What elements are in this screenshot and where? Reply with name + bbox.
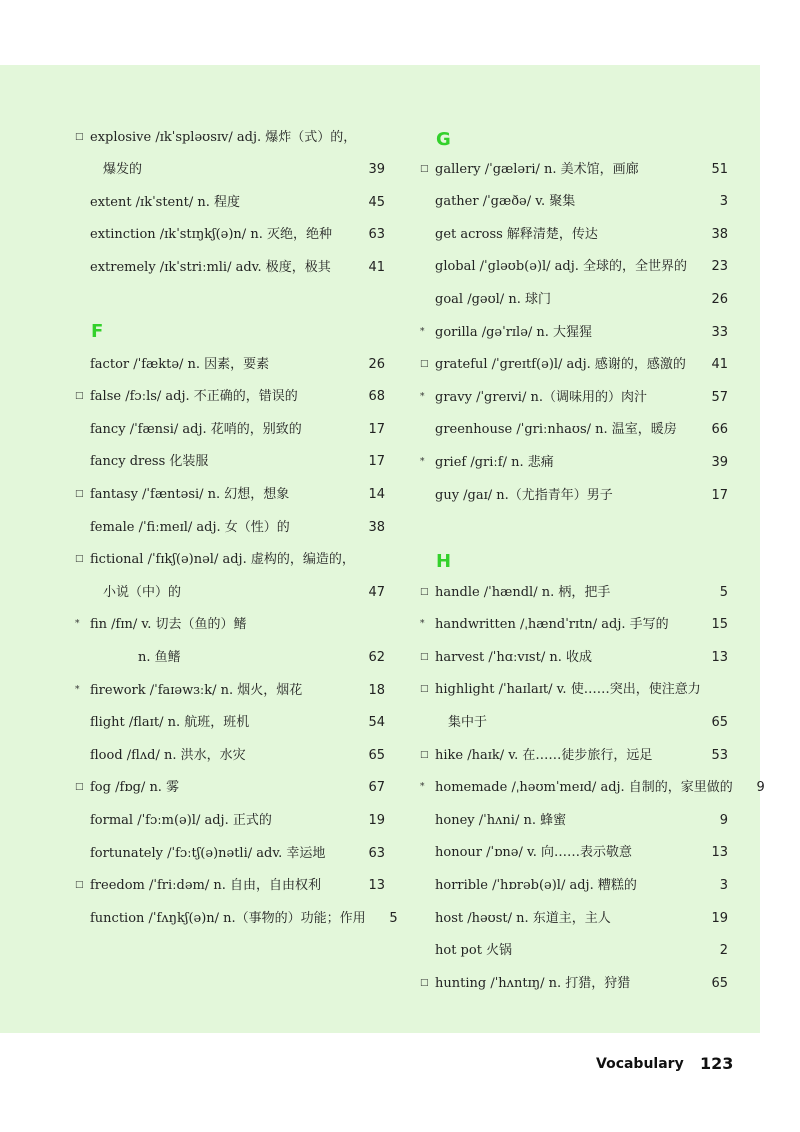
checkbox-icon: □ [75, 880, 84, 891]
vocab-page-number: 9 [719, 812, 728, 828]
vocab-term: greenhouse /ˈgriːnhaʊs/ n. 温室，暖房 [435, 422, 677, 438]
vocab-entry [420, 381, 728, 413]
vocab-page-number: 65 [711, 714, 728, 730]
vocab-term: gravy /ˈgreɪvi/ n.（调味用的）肉汁 [435, 389, 647, 405]
vocab-page-number: 3 [719, 877, 728, 893]
vocab-entry [75, 739, 385, 771]
vocab-term: global /ˈgləʊb(ə)l/ adj. 全球的，全世界的 [435, 259, 688, 275]
vocab-term: 爆发的 [103, 162, 143, 178]
vocab-entry [75, 478, 385, 510]
vocab-term: fictional /ˈfɪkʃ(ə)nəl/ adj. 虚构的，编造的， [90, 552, 355, 568]
vocab-entry [75, 219, 385, 251]
vocab-term: goal /gəʊl/ n. 球门 [435, 291, 551, 307]
checkbox-icon: □ [420, 749, 429, 760]
vocab-entry [420, 446, 728, 478]
vocab-entry [420, 869, 728, 901]
vocab-entry [75, 902, 398, 934]
vocab-entry [75, 511, 385, 543]
vocab-page-number: 13 [711, 649, 728, 665]
vocab-term: freedom /ˈfriːdəm/ n. 自由，自由权利 [90, 878, 322, 894]
asterisk-icon: * [420, 326, 425, 337]
vocab-term: function /ˈfʌŋkʃ(ə)n/ n.（事物的）功能；作用 [90, 910, 366, 926]
vocab-term: horrible /ˈhɒrəb(ə)l/ adj. 糟糕的 [435, 877, 637, 893]
vocab-page-number: 26 [711, 291, 728, 307]
vocab-page-number: 38 [368, 519, 385, 535]
vocab-term: hunting /ˈhʌntɪŋ/ n. 打猎，狩猎 [435, 975, 631, 991]
footer-section-label: Vocabulary [596, 1056, 684, 1072]
vocab-entry [75, 870, 385, 902]
vocab-term: firework /ˈfaɪəwɜːk/ n. 烟火，烟花 [90, 682, 303, 698]
vocab-page-number: 26 [368, 356, 385, 372]
vocab-entry [420, 902, 728, 934]
vocab-page-number: 33 [711, 324, 728, 340]
vocab-entry [420, 967, 728, 999]
vocab-entry [75, 186, 385, 218]
vocab-entry [75, 381, 385, 413]
vocab-entry [420, 772, 765, 804]
vocab-entry [75, 609, 385, 641]
checkbox-icon: □ [75, 554, 84, 565]
vocab-page-number: 3 [719, 194, 728, 210]
asterisk-icon: * [420, 782, 425, 793]
vocab-entry [420, 316, 728, 348]
vocab-term: get across 解释清楚，传达 [435, 226, 598, 242]
vocab-entry [420, 576, 728, 608]
vocab-term: grateful /ˈgreɪtf(ə)l/ adj. 感谢的，感激的 [435, 357, 686, 373]
section-heading-f: F [91, 321, 104, 342]
vocab-entry [75, 413, 385, 445]
vocab-term: fancy dress 化装服 [90, 454, 209, 470]
vocab-entry [75, 154, 385, 186]
section-heading-g: G [436, 129, 451, 150]
vocab-page-number: 18 [368, 682, 385, 698]
vocab-page-number: 5 [389, 910, 398, 926]
vocab-page-number: 53 [711, 747, 728, 763]
vocab-term: factor /ˈfæktə/ n. 因素，要素 [90, 356, 270, 372]
vocab-term: n. 鱼鳍 [138, 649, 181, 665]
vocab-page-number: 9 [756, 780, 765, 796]
asterisk-icon: * [420, 456, 425, 467]
asterisk-icon: * [420, 619, 425, 630]
vocab-page-number: 63 [368, 845, 385, 861]
asterisk-icon: * [75, 684, 80, 695]
vocab-entry [420, 641, 728, 673]
vocab-page-number: 15 [711, 617, 728, 633]
vocab-term: honey /ˈhʌni/ n. 蜂蜜 [435, 812, 567, 828]
vocab-page-number: 13 [368, 878, 385, 894]
checkbox-icon: □ [420, 163, 429, 174]
vocab-term: flight /flaɪt/ n. 航班，班机 [90, 715, 250, 731]
vocab-term: hot pot 火锅 [435, 943, 513, 959]
vocab-entry [420, 804, 728, 836]
checkbox-icon: □ [75, 488, 84, 499]
vocab-page-number: 57 [711, 389, 728, 405]
vocab-page-number: 5 [719, 584, 728, 600]
vocab-page-number: 17 [368, 421, 385, 437]
vocab-term: homemade /ˌhəʊmˈmeɪd/ adj. 自制的，家里做的 [435, 780, 733, 796]
vocab-page-number: 41 [711, 357, 728, 373]
vocab-term: 小说（中）的 [103, 584, 182, 600]
vocab-term: fin /fɪn/ v. 切去（鱼的）鳍 [90, 617, 247, 633]
vocab-page-number: 51 [711, 161, 728, 177]
vocab-term: hike /haɪk/ v. 在……徒步旅行，远足 [435, 747, 653, 763]
vocab-term: fortunately /ˈfɔːtʃ(ə)nətli/ adv. 幸运地 [90, 845, 326, 861]
vocab-entry [420, 837, 728, 869]
vocab-page-number: 63 [368, 227, 385, 243]
vocab-term: 集中于 [448, 714, 488, 730]
vocab-entry [420, 414, 728, 446]
vocab-entry [420, 251, 728, 283]
vocab-term: extremely /ɪkˈstriːmli/ adv. 极度，极其 [90, 259, 331, 275]
asterisk-icon: * [75, 619, 80, 630]
vocab-term: handle /ˈhændl/ n. 柄，把手 [435, 584, 611, 600]
section-heading-h: H [436, 551, 452, 572]
vocab-entry [420, 674, 728, 706]
vocab-entry [420, 218, 728, 250]
vocab-entry [75, 576, 385, 608]
vocab-term: honour /ˈɒnə/ v. 向……表示敬意 [435, 845, 633, 861]
vocab-page-number: 14 [368, 486, 385, 502]
checkbox-icon: □ [420, 977, 429, 988]
vocab-entry [75, 348, 385, 380]
vocab-page-number: 68 [368, 389, 385, 405]
vocab-page-number: 67 [368, 780, 385, 796]
vocab-entry [420, 153, 728, 185]
vocab-term: fantasy /ˈfæntəsi/ n. 幻想，想象 [90, 486, 290, 502]
vocab-page-number: 47 [368, 584, 385, 600]
vocab-entry [75, 837, 385, 869]
checkbox-icon: □ [420, 586, 429, 597]
vocab-term: female /ˈfiːmeɪl/ adj. 女（性）的 [90, 519, 290, 535]
vocab-entry [75, 641, 385, 673]
vocab-entry [420, 706, 728, 738]
vocab-page-number: 66 [711, 422, 728, 438]
vocab-page-number: 41 [368, 259, 385, 275]
checkbox-icon: □ [75, 131, 84, 142]
vocab-page-number: 17 [711, 487, 728, 503]
vocab-entry [75, 707, 385, 739]
checkbox-icon: □ [75, 391, 84, 402]
vocab-term: gather /ˈgæðə/ v. 聚集 [435, 194, 576, 210]
vocab-page-number: 19 [711, 910, 728, 926]
vocab-term: formal /ˈfɔːm(ə)l/ adj. 正式的 [90, 812, 272, 828]
vocab-term: grief /griːf/ n. 悲痛 [435, 454, 554, 470]
vocab-term: gorilla /gəˈrɪlə/ n. 大猩猩 [435, 324, 593, 340]
vocab-page-number: 2 [719, 943, 728, 959]
vocab-entry [420, 739, 728, 771]
vocab-entry [75, 544, 385, 576]
vocab-entry [75, 446, 385, 478]
vocab-page-number: 65 [368, 747, 385, 763]
vocab-term: harvest /ˈhɑːvɪst/ n. 收成 [435, 649, 592, 665]
checkbox-icon: □ [420, 359, 429, 370]
vocab-entry [75, 804, 385, 836]
vocab-term: extent /ɪkˈstent/ n. 程度 [90, 194, 240, 210]
vocab-entry [75, 251, 385, 283]
vocab-entry [75, 674, 385, 706]
vocab-term: guy /gaɪ/ n.（尤指青年）男子 [435, 487, 613, 503]
vocab-term: handwritten /ˌhændˈrɪtn/ adj. 手写的 [435, 617, 669, 633]
vocab-page-number: 45 [368, 194, 385, 210]
vocab-term: gallery /ˈgæləri/ n. 美术馆，画廊 [435, 161, 639, 177]
vocab-page-number: 23 [711, 259, 728, 275]
asterisk-icon: * [420, 391, 425, 402]
vocab-term: fog /fɒg/ n. 雾 [90, 780, 180, 796]
vocab-page-number: 17 [368, 454, 385, 470]
vocab-page-number: 13 [711, 845, 728, 861]
vocab-term: host /həʊst/ n. 东道主，主人 [435, 910, 611, 926]
vocabulary-panel [0, 65, 765, 1033]
vocab-term: fancy /ˈfænsi/ adj. 花哨的，别致的 [90, 421, 302, 437]
checkbox-icon: □ [75, 782, 84, 793]
vocab-page-number: 39 [368, 162, 385, 178]
vocab-entry [420, 479, 728, 511]
vocab-term: highlight /ˈhaɪlaɪt/ v. 使……突出，使注意力 [435, 682, 701, 698]
vocab-page-number: 62 [368, 649, 385, 665]
vocab-page-number: 19 [368, 812, 385, 828]
vocab-term: flood /flʌd/ n. 洪水，水灾 [90, 747, 246, 763]
vocab-term: explosive /ɪkˈspləʊsɪv/ adj. 爆炸（式）的， [90, 129, 357, 145]
vocab-page-number: 38 [711, 226, 728, 242]
vocab-entry [420, 283, 728, 315]
vocab-entry [420, 609, 728, 641]
vocab-term: false /fɔːls/ adj. 不正确的，错误的 [90, 389, 298, 405]
vocab-entry [420, 186, 728, 218]
vocab-entry [420, 935, 728, 967]
vocab-page-number: 39 [711, 454, 728, 470]
vocab-entry [420, 349, 728, 381]
checkbox-icon: □ [420, 684, 429, 695]
footer-page-number: 123 [700, 1054, 734, 1073]
vocab-page-number: 54 [368, 715, 385, 731]
vocab-entry [75, 772, 385, 804]
vocab-entry [75, 121, 385, 153]
vocab-page-number: 65 [711, 975, 728, 991]
checkbox-icon: □ [420, 651, 429, 662]
vocab-term: extinction /ɪkˈstɪŋkʃ(ə)n/ n. 灭绝，绝种 [90, 227, 332, 243]
